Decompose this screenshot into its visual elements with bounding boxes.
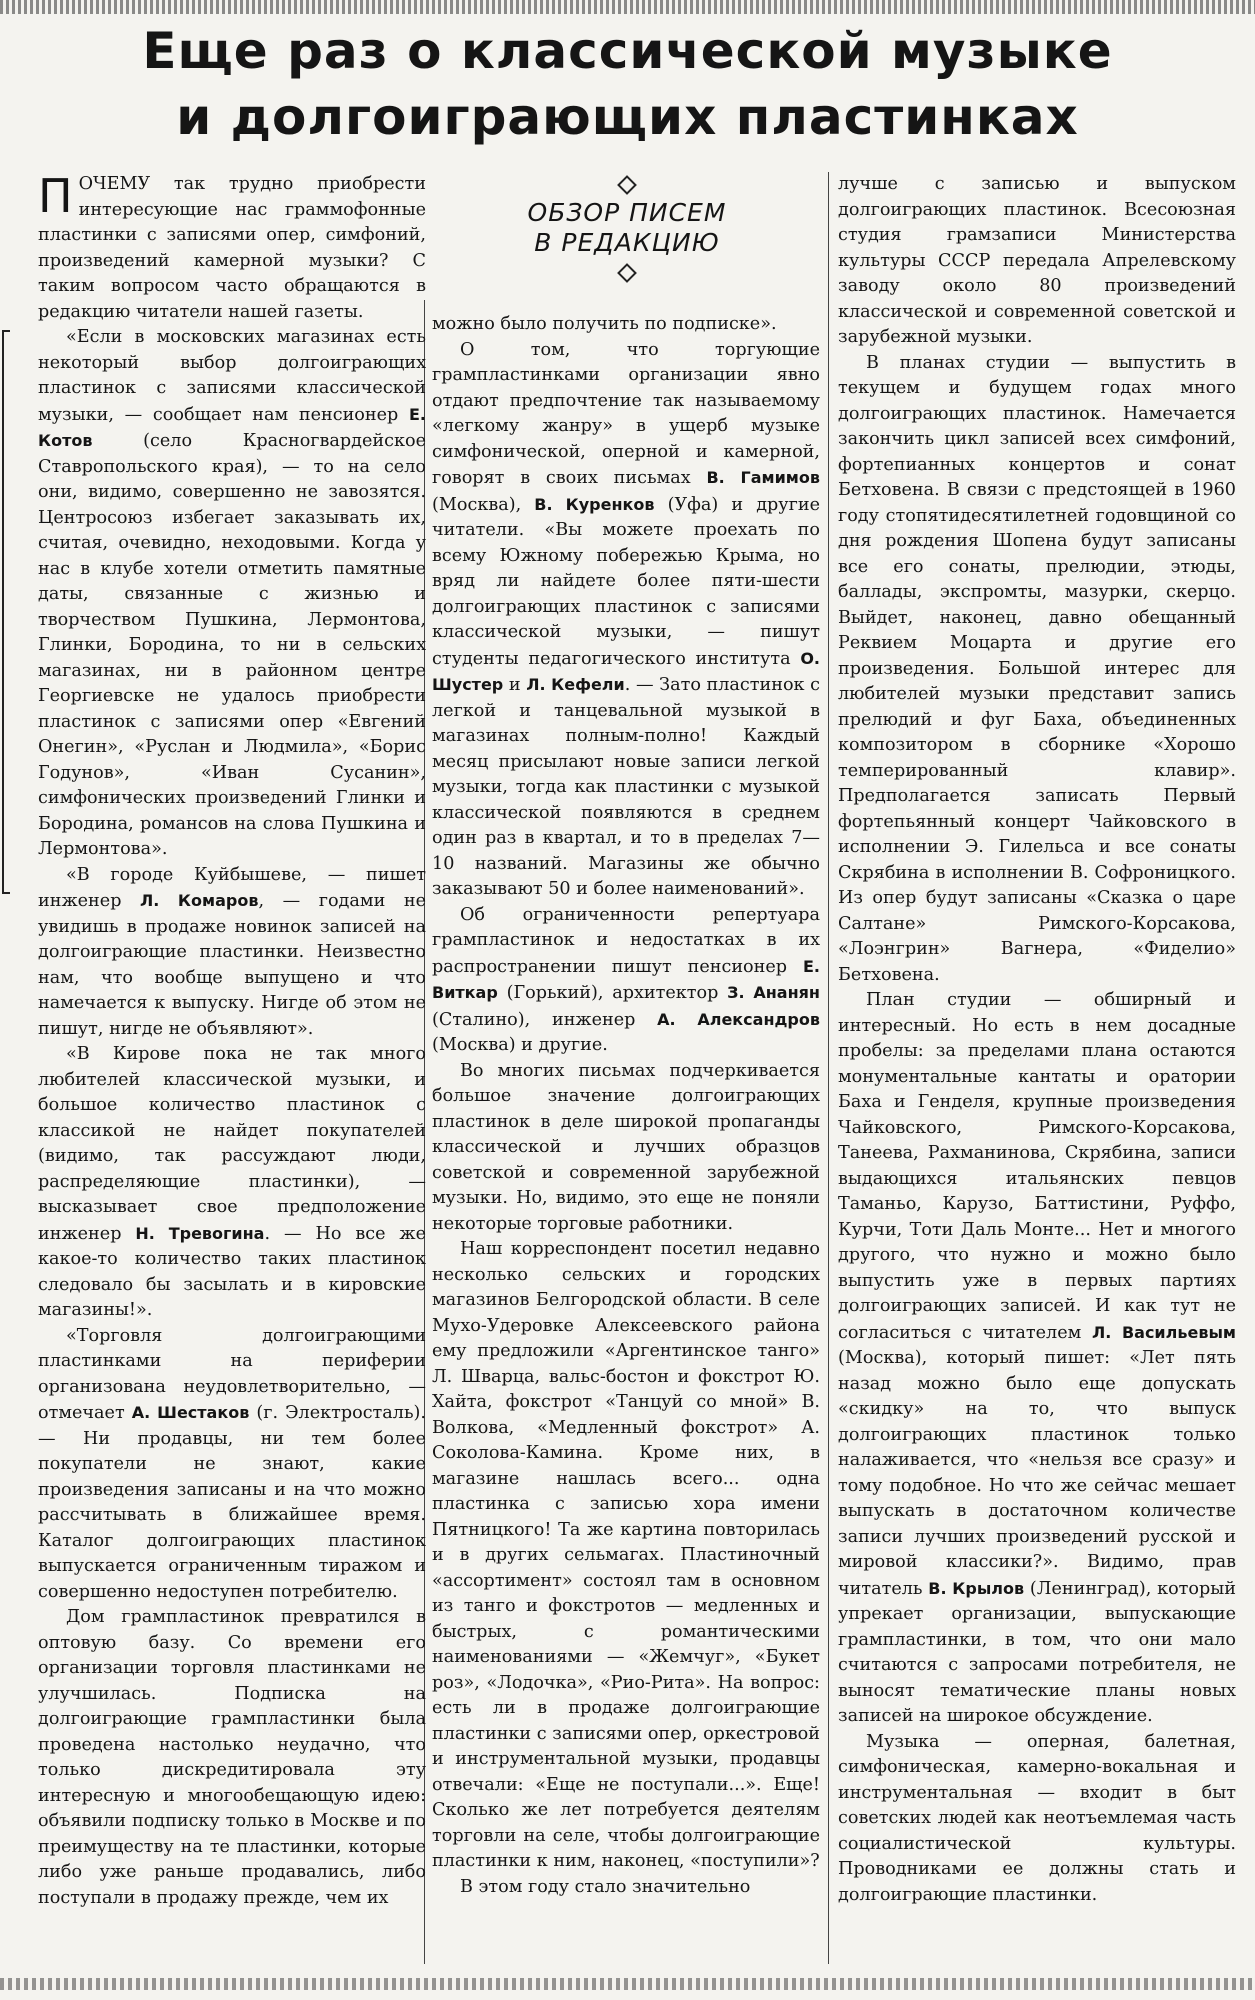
drop-cap: П bbox=[38, 169, 73, 223]
margin-bracket bbox=[2, 330, 10, 894]
paragraph: Об ограниченности репертуара грампластинок и недостатках в их распространении пишут пенсионер Е. Виткар (Горький), архитектор З. Ананян (Сталино), инженер А. Александров (Москва) и другие. bbox=[432, 904, 820, 1055]
author-name: Е. Котов bbox=[38, 404, 426, 450]
subheading bbox=[432, 172, 822, 286]
author-name: Е. Виткар bbox=[432, 956, 820, 1002]
paragraph: Наш корреспондент посетил недавно несколько сельских и городских магазинов Белгородской области. В селе Мухо-Удеровке Алексеевского района ему предложили «Аргентинское танго» Л. Шварца, вальс-бостон и фокстрот Ю. Хайта, фокстрот «Танцуй со мной» В. Волкова, «Медленный фокстрот» А. Соколова-Камина. Кроме них, в магазине нашлась всего... одна пластинка с записью хора имени Пятницкого! Та же картина повторилась и в других сельмагах. Пластиночный «ассортимент» состоял там в основном из танго и фокстротов — медленных и быстрых, с романтическими наименованиями — «Жемчуг», «Букет роз», «Лодочка», «Рио-Рита». На вопрос: есть ли в продаже долгоиграющие пластинки с записями опер, оркестровой и инструментальной музыки, продавцы отвечали: «Еще не поступали...». Еще! Сколько же лет потребуется деятелям торговли на селе, чтобы долгоиграющие пластинки к ним, наконец, «поступили»? bbox=[432, 1239, 820, 1871]
paragraph: «Если в московских магазинах есть некоторый выбор долгоиграющих пластинок с записями классической музыки, — сообщает нам пенсионер Е. Котов (село Красногвардейское Ставропольского края), — то на село они, видимо, совершенно не завозятся. Центросоюз избегает заказывать их, считая, очевидно, неходовыми. Когда у нас в клубе хотели отметить памятные даты, связанные с жизнью и творчеством Пушкина, Лермонтова, Глинки, Бородина, то ни в сельских магазинах, ни в районном центре Георгиевске не удалось приобрести пластинок с записями опер «Евгений Онегин», «Руслан и Людмила», «Борис Годунов», «Иван Сусанин», симфонических произведений Глинки и Бородина, романсов на слова Пушкина и Лермонтова». bbox=[38, 327, 426, 859]
author-name: В. Куренков bbox=[534, 494, 655, 514]
author-name: А. Александров bbox=[657, 1009, 820, 1029]
paragraph: «Торговля долгоиграющими пластинками на периферии организована неудовлетворительно, — отмечает А. Шестаков (г. Электросталь). — Ни продавцы, ни тем более покупатели не знают, какие произведения записаны и на что можно рассчитывать в ближайшее время. Каталог долгоиграющих пластинок выпускается ограниченным тиражом и совершенно недоступен потребителю. bbox=[38, 1325, 426, 1602]
author-name: Л. Васильевым bbox=[1091, 1322, 1237, 1342]
subheading-line-2: В РЕДАКЦИЮ bbox=[534, 228, 720, 257]
paragraph: О том, что торгующие грампластинками организации явно отдают предпочтение так называемому «легкому жанру» в ущерб музыке симфонической, оперной и камерной, говорят в своих письмах В. Гамимов (Москва), В. Куренков (Уфа) и другие читатели. «Вы можете проехать по всему Южному побережью Крыма, но вряд ли найдете более пяти-шести долгоиграющих пластинок с записями классической музыки, — пишут студенты педагогического института О. Шустер и Л. Кефели. — Зато пластинок с легкой и танцевальной музыкой в магазинах полным-полно! Каждый месяц присылают новые записи легкой музыки, тогда как пластинки с музыкой классической появляются в среднем один раз в квартал, и то в пределах 7—10 названий. Магазины же обычно заказывают 50 и более наименований». bbox=[432, 339, 821, 899]
column-rule-2 bbox=[828, 172, 829, 1964]
headline-line-1: Еще раз о классической музыке bbox=[142, 22, 1113, 80]
paragraph: можно было получить по подписке». bbox=[432, 314, 777, 334]
column-3 bbox=[838, 172, 1236, 1908]
author-name: Л. Комаров bbox=[140, 891, 259, 910]
paragraph: ПОЧЕМУ так трудно приобрести интересующие нас граммофонные пластинки с записями опер, симфоний, произведений камерной музыки? С таким вопросом часто обращаются в редакцию читатели нашей газеты. bbox=[38, 169, 426, 322]
author-name: О. Шустер bbox=[432, 648, 820, 694]
top-border bbox=[0, 0, 1255, 14]
paragraph: В этом году стало значительно bbox=[460, 1876, 751, 1897]
paragraph: Во многих письмах подчеркивается большое значение долгоиграющих пластинок в деле широкой пропаганды классической и лучших образцов советской и современной зарубежной музыки. Но, видимо, это еще не поняли некоторые торговые работники. bbox=[432, 1060, 820, 1234]
author-name: А. Шестаков bbox=[131, 1403, 250, 1422]
paragraph: лучше с записью и выпуском долгоиграющих пластинок. Всесоюзная студия грамзаписи Министерства культуры СССР передала Апрелевскому заводу около 80 произведений классической и современной советской и зарубежной музыки. bbox=[838, 174, 1236, 347]
headline bbox=[20, 18, 1235, 150]
paragraph: План студии — обширный и интересный. Но есть в нем досадные пробелы: за пределами плана остаются монументальные кантаты и оратории Баха и Генделя, крупные произведения Чайковского, Римского-Корсакова, Танеева, Рахманинова, Скрябина, записи выдающихся итальянских певцов Таманьо, Карузо, Баттистини, Руффо, Курчи, Тоти Даль Монте... Нет и многого другого, что нужно и можно было выпустить уже в первых партиях долгоиграющих записей. И как тут не согласиться с читателем Л. Васильевым (Москва), который пишет: «Лет пять назад можно было еще допускать «скидку» на то, что выпуск долгоиграющих пластинок только налаживается, что «нельзя все сразу» и тому подобное. Но что же сейчас мешает выпускать в достаточном количестве записи лучших произведений русской и мировой классики?». Видимо, прав читатель В. Крылов (Ленинград), который упрекает организации, выпускающие грампластинки, в том, что они мало считаются с запросами потребителя, не выносят тематические планы новых записей на широкое обсуждение. bbox=[838, 990, 1237, 1726]
column-1 bbox=[38, 169, 427, 1911]
diamond-ornament-icon bbox=[617, 175, 637, 195]
paragraph: «В Кирове пока не так много любителей классической музыки, и большое количество пластинок с классикой не найдет покупателей (видимо, так рассуждают люди, распределяющие пластинки), — высказывает свое предположение инженер Н. Тревогина. — Но все же какое-то количество таких пластинок следовало бы засылать и в кировские магазины!». bbox=[38, 1044, 427, 1320]
paragraph: Дом грампластинок превратился в оптовую базу. Со времени его организации торговля пластинками не улучшилась. Подписка на долгоиграющие грампластинки была проведена настолько неудачно, что только дискредитировала эту интересную и многообещающую идею: объявили подписку только в Москве и по преимуществу на те пластинки, которые либо уже раньше продавались, либо поступали в продажу прежде, чем их bbox=[38, 1607, 426, 1908]
bottom-border bbox=[0, 1978, 1255, 1990]
author-name: В. Гамимов bbox=[706, 468, 820, 487]
column-2 bbox=[432, 312, 820, 1900]
paragraph: «В городе Куйбышеве, — пишет инженер Л. Комаров, — годами не увидишь в продаже новинок записей на долгоиграющие пластинки. Неизвестно нам, что вообще выпущено и что намечается к выпуску. Нигде об этом не пишут, нигде не объявляют». bbox=[38, 864, 426, 1039]
diamond-ornament-icon bbox=[617, 263, 637, 283]
author-name: Н. Тревогина bbox=[135, 1223, 265, 1243]
author-name: З. Ананян bbox=[727, 983, 820, 1002]
paragraph: В планах студии — выпустить в текущем и будущем годах много долгоиграющих пластинок. Намечается закончить цикл записей всех симфоний, фортепианных концертов и сонат Бетховена. В связи с предстоящей в 1960 году стопятидесятилетней годовщиной со дня рождения Шопена будут записаны все его сонаты, прелюдии, этюды, баллады, экспромты, мазурки, скерцо. Выйдет, наконец, давно обещанный Реквием Моцарта и другие его произведения. Большой интерес для любителей музыки представит запись прелюдий и фуг Баха, объединенных композитором в сборнике «Хорошо темперированный клавир». Предполагается записать Первый фортепьянный концерт Чайковского в исполнении Э. Гилельса и все сонаты Скрябина в исполнении В. Софроницкого. Из опер будут записаны «Сказка о царе Салтане» Римского-Корсакова, «Лоэнгрин» Вагнера, «Фиделио» Бетховена. bbox=[838, 352, 1236, 985]
subheading-line-1: ОБЗОР ПИСЕМ bbox=[527, 198, 727, 227]
paragraph: Музыка — оперная, балетная, симфоническая, камерно-вокальная и инструментальная — входит в быт советских людей как неотъемлемая часть социалистической культуры. Проводниками ее должны стать и долгоиграющие пластинки. bbox=[838, 1731, 1236, 1905]
author-name: В. Крылов bbox=[928, 1578, 1025, 1598]
headline-line-2: и долгоиграющих пластинках bbox=[176, 88, 1079, 146]
author-name: Л. Кефели bbox=[526, 675, 625, 694]
